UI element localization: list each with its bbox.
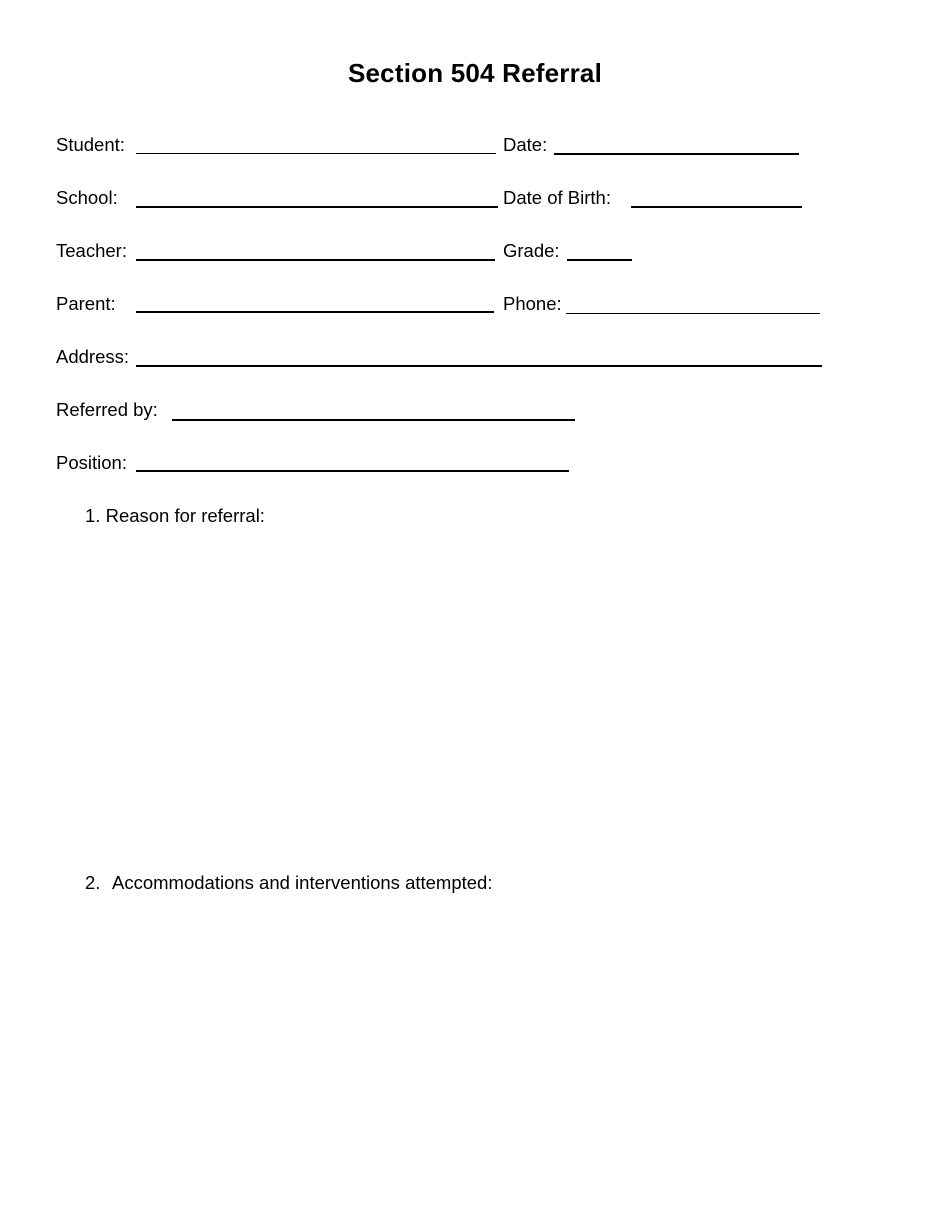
- question-number: 2.: [85, 872, 101, 893]
- grade-label: Grade:: [503, 240, 560, 261]
- date-of-birth-field[interactable]: [631, 206, 802, 208]
- teacher-label: Teacher:: [56, 240, 127, 261]
- position-label: Position:: [56, 452, 127, 473]
- referred-by-field[interactable]: [172, 419, 575, 421]
- referred-by-label: Referred by:: [56, 399, 158, 420]
- grade-field[interactable]: [567, 259, 632, 261]
- position-field[interactable]: [136, 470, 569, 472]
- phone-label: Phone:: [503, 293, 562, 314]
- address-field[interactable]: [136, 365, 822, 367]
- question-text: Accommodations and interventions attempted:: [112, 872, 493, 893]
- school-label: School:: [56, 187, 118, 208]
- address-label: Address:: [56, 346, 130, 367]
- phone-field[interactable]: [566, 313, 820, 314]
- student-field[interactable]: [136, 153, 496, 154]
- teacher-field[interactable]: [136, 259, 495, 261]
- date-of-birth-label: Date of Birth:: [503, 187, 611, 208]
- student-label: Student:: [56, 134, 125, 155]
- page-title: Section 504 Referral: [347, 58, 602, 88]
- date-label: Date:: [503, 134, 548, 155]
- parent-label: Parent:: [56, 293, 116, 314]
- parent-field[interactable]: [136, 311, 494, 313]
- question-2: [85, 872, 493, 894]
- date-field[interactable]: [554, 153, 799, 155]
- question-1: [85, 505, 265, 527]
- question-number: 1.: [85, 505, 101, 526]
- question-text: Reason for referral:: [105, 505, 265, 526]
- school-field[interactable]: [136, 206, 498, 208]
